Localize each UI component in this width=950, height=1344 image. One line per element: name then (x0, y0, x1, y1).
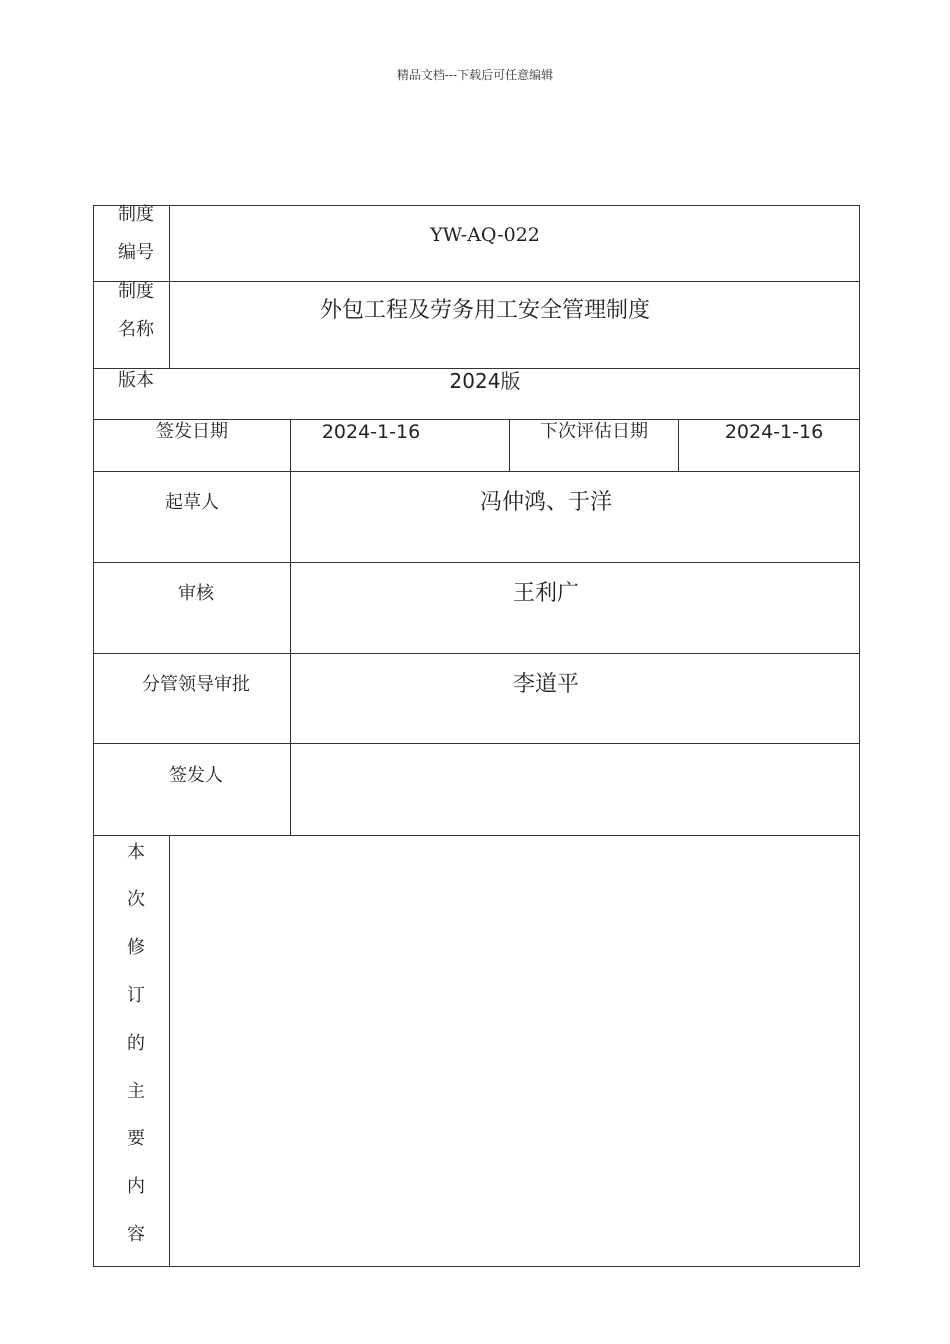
drafter-value: 冯仲鸿、于洋 (479, 490, 612, 515)
row-divider (93, 281, 860, 282)
version-value: 2024版 (449, 369, 521, 393)
row-divider (93, 653, 860, 654)
revision-label-char: 修 (127, 937, 145, 958)
policy-form-table (93, 205, 860, 1267)
reviewer-label: 审核 (178, 583, 214, 604)
revision-label-char: 本 (127, 842, 145, 863)
row-divider (93, 562, 860, 563)
row-divider (93, 743, 860, 744)
revision-label-char: 的 (127, 1033, 145, 1054)
policy-code-value: YW-AQ-022 (430, 224, 540, 246)
row-divider (93, 835, 860, 836)
version-label: 版本 (118, 370, 154, 391)
issue-date-value: 2024-1-16 (321, 421, 421, 443)
revision-label-char: 主 (127, 1081, 145, 1102)
page-header: 精品文档---下载后可任意编辑 (396, 68, 554, 82)
leader-approval-value: 李道平 (512, 672, 579, 697)
row-divider (93, 471, 860, 472)
issue-date-label: 签发日期 (156, 421, 228, 442)
issuer-label: 签发人 (169, 765, 223, 786)
revision-label-char: 要 (127, 1128, 145, 1149)
next-review-label: 下次评估日期 (540, 421, 648, 442)
code-label-line2: 编号 (118, 242, 154, 263)
policy-name-value: 外包工程及劳务用工安全管理制度 (319, 298, 650, 323)
code-label-line1: 制度 (118, 204, 154, 225)
column-divider (169, 835, 170, 1267)
revision-label-char: 次 (127, 889, 145, 910)
reviewer-value: 王利广 (512, 581, 579, 606)
leader-approval-label: 分管领导审批 (142, 674, 250, 695)
revision-label-char: 订 (127, 985, 145, 1006)
name-label-line2: 名称 (118, 319, 154, 340)
revision-label-char: 容 (127, 1224, 145, 1245)
row-divider (93, 419, 860, 420)
name-label-line1: 制度 (118, 281, 154, 302)
next-review-value: 2024-1-16 (724, 421, 824, 443)
drafter-label: 起草人 (165, 492, 219, 513)
revision-label-char: 内 (127, 1176, 145, 1197)
